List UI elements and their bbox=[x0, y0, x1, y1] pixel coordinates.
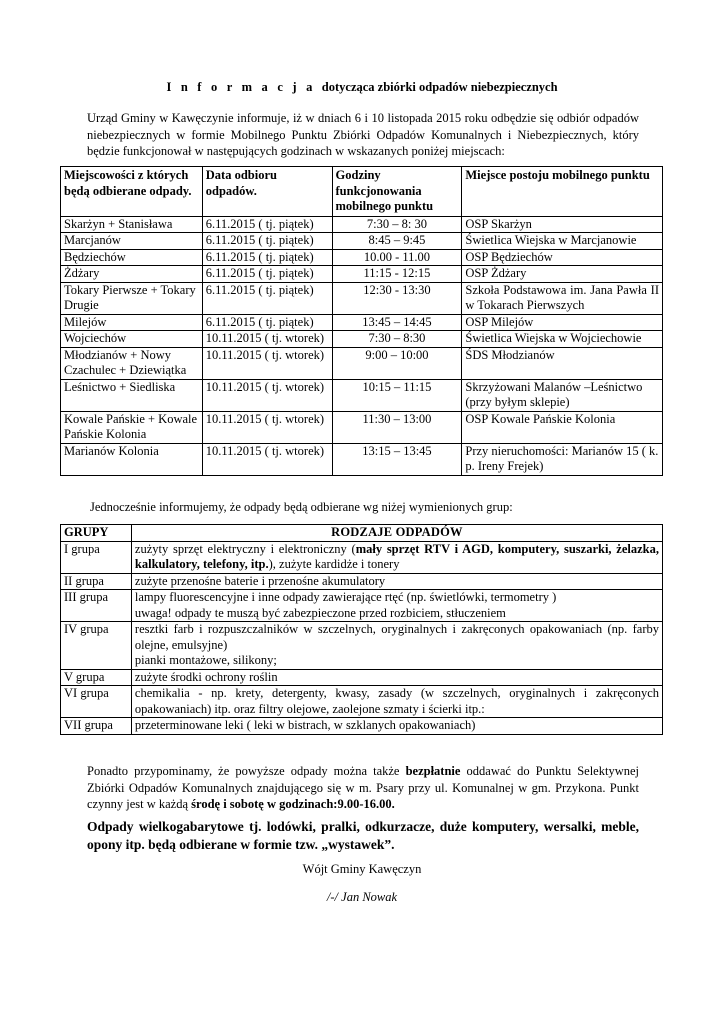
group-name: I grupa bbox=[61, 541, 132, 573]
group-description: zużyte przenośne baterie i przenośne akumulatory bbox=[131, 573, 662, 590]
cell-place: Marcjanów bbox=[61, 233, 203, 250]
cell-place: Wojciechów bbox=[61, 331, 203, 348]
table-row bbox=[61, 541, 663, 573]
table-row bbox=[61, 266, 663, 283]
cell-location: OSP Żdżary bbox=[462, 266, 663, 283]
header-groups: GRUPY bbox=[61, 525, 132, 542]
group-name: III grupa bbox=[61, 590, 132, 622]
groups-intro-note: Jednocześnie informujemy, że odpady będą odbierane wg niżej wymienionych grup: bbox=[90, 500, 513, 514]
table-row bbox=[61, 443, 663, 475]
group-description: zużyty sprzęt elektryczny i elektroniczny (mały sprzęt RTV i AGD, komputery, suszarki, żelazka, kalkulatory, telefony, itp.), zużyte kardidże i tonery bbox=[131, 541, 662, 573]
header-hours: Godziny funkcjonowania mobilnego punktu bbox=[332, 167, 462, 217]
cell-date: 6.11.2015 ( tj. piątek) bbox=[202, 249, 332, 266]
group-name: VII grupa bbox=[61, 718, 132, 735]
table-row bbox=[61, 314, 663, 331]
group-description: lampy fluorescencyjne i inne odpady zawierające rtęć (np. świetlówki, termometry ) uwaga! odpady te muszą być zabezpieczone przed rozbiciem, stłuczeniem bbox=[131, 590, 662, 622]
table-row bbox=[61, 718, 663, 735]
cell-date: 6.11.2015 ( tj. piątek) bbox=[202, 216, 332, 233]
table-row bbox=[61, 686, 663, 718]
schedule-table bbox=[60, 166, 663, 476]
cell-place: Milejów bbox=[61, 314, 203, 331]
cell-hours: 9:00 – 10:00 bbox=[332, 347, 462, 379]
cell-hours: 11:15 - 12:15 bbox=[332, 266, 462, 283]
header-places: Miejscowości z których będą odbierane odpady. bbox=[61, 167, 203, 217]
cell-place: Będziechów bbox=[61, 249, 203, 266]
header-waste-types: RODZAJE ODPADÓW bbox=[131, 525, 662, 542]
cell-location: OSP Milejów bbox=[462, 314, 663, 331]
cell-location: OSP Skarżyn bbox=[462, 216, 663, 233]
cell-place: Tokary Pierwsze + Tokary Drugie bbox=[61, 282, 203, 314]
signature-title: Wójt Gminy Kawęczyn bbox=[302, 862, 422, 876]
cell-location: Przy nieruchomości: Marianów 15 ( k. p. Ireny Frejek) bbox=[462, 443, 663, 475]
cell-place: Marianów Kolonia bbox=[61, 443, 203, 475]
cell-date: 10.11.2015 ( tj. wtorek) bbox=[202, 331, 332, 348]
table-row bbox=[61, 282, 663, 314]
table-row bbox=[61, 379, 663, 411]
cell-location: Skrzyżowani Malanów –Leśnictwo (przy byłym sklepie) bbox=[462, 379, 663, 411]
table-row bbox=[61, 331, 663, 348]
table-row bbox=[61, 590, 663, 622]
cell-location: Szkoła Podstawowa im. Jana Pawła II w Tokarach Pierwszych bbox=[462, 282, 663, 314]
cell-date: 6.11.2015 ( tj. piątek) bbox=[202, 266, 332, 283]
schedule-header-row bbox=[61, 167, 663, 217]
groups-header-row bbox=[61, 525, 663, 542]
group-name: II grupa bbox=[61, 573, 132, 590]
cell-date: 10.11.2015 ( tj. wtorek) bbox=[202, 443, 332, 475]
title-rest: dotycząca zbiórki odpadów niebezpiecznych bbox=[321, 80, 558, 94]
cell-place: Żdżary bbox=[61, 266, 203, 283]
header-location: Miejsce postoju mobilnego punktu bbox=[462, 167, 663, 217]
cell-hours: 13:15 – 13:45 bbox=[332, 443, 462, 475]
cell-hours: 10.00 - 11.00 bbox=[332, 249, 462, 266]
cell-date: 10.11.2015 ( tj. wtorek) bbox=[202, 347, 332, 379]
table-row bbox=[61, 411, 663, 443]
document-title bbox=[0, 80, 724, 95]
bulky-waste-paragraph bbox=[87, 818, 639, 853]
group-description: chemikalia - np. krety, detergenty, kwasy, zasady (w szczelnych, oryginalnych i zakręconych opakowaniach) itp. oraz filtry olejowe, zaolejone szmaty i ścierki itp.: bbox=[131, 686, 662, 718]
cell-location: ŚDS Młodzianów bbox=[462, 347, 663, 379]
reminder-paragraph bbox=[87, 763, 639, 813]
cell-date: 10.11.2015 ( tj. wtorek) bbox=[202, 379, 332, 411]
cell-hours: 7:30 – 8:30 bbox=[332, 331, 462, 348]
cell-place: Leśnictwo + Siedliska bbox=[61, 379, 203, 411]
cell-hours: 8:45 – 9:45 bbox=[332, 233, 462, 250]
cell-date: 6.11.2015 ( tj. piątek) bbox=[202, 282, 332, 314]
cell-hours: 10:15 – 11:15 bbox=[332, 379, 462, 411]
cell-place: Młodzianów + Nowy Czachulec + Dziewiątka bbox=[61, 347, 203, 379]
cell-location: OSP Kowale Pańskie Kolonia bbox=[462, 411, 663, 443]
cell-date: 6.11.2015 ( tj. piątek) bbox=[202, 233, 332, 250]
signature-name: /-/ Jan Nowak bbox=[326, 890, 398, 904]
group-name: VI grupa bbox=[61, 686, 132, 718]
table-row bbox=[61, 233, 663, 250]
table-row bbox=[61, 622, 663, 670]
reminder-text: Ponadto przypominamy, że powyższe odpady można także bezpłatnie oddawać do Punktu Selektywnej Zbiórki Odpadów Komunalnych znajdującego się w m. Psary przy ul. Komunalnej w gm. Przykona. Punkt czynny jest w każdą środę i sobotę w godzinach:9.00-16.00. bbox=[87, 764, 639, 811]
cell-place: Skarżyn + Stanisława bbox=[61, 216, 203, 233]
intro-text: Urząd Gminy w Kawęczynie informuje, iż w dniach 6 i 10 listopada 2015 roku odbędzie się odbiór odpadów niebezpiecznych w formie Mobilnego Punktu Zbiórki Odpadów Komunalnych i Niebezpiecznych, który będzie funkcjonował w następujących godzinach w wskazanych poniżej miejscach: bbox=[87, 111, 639, 158]
table-row bbox=[61, 669, 663, 686]
table-row bbox=[61, 573, 663, 590]
cell-hours: 12:30 - 13:30 bbox=[332, 282, 462, 314]
cell-hours: 7:30 – 8: 30 bbox=[332, 216, 462, 233]
cell-hours: 11:30 – 13:00 bbox=[332, 411, 462, 443]
bulky-waste-text: Odpady wielkogabarytowe tj. lodówki, pralki, odkurzacze, duże komputery, wersalki, meble, opony itp. będą odbierane w formie tzw. „wystawek”. bbox=[87, 819, 639, 852]
cell-location: Świetlica Wiejska w Marcjanowie bbox=[462, 233, 663, 250]
group-name: V grupa bbox=[61, 669, 132, 686]
group-description: zużyte środki ochrony roślin bbox=[131, 669, 662, 686]
waste-groups-table bbox=[60, 524, 663, 735]
table-row bbox=[61, 249, 663, 266]
cell-place: Kowale Pańskie + Kowale Pańskie Kolonia bbox=[61, 411, 203, 443]
group-description: resztki farb i rozpuszczalników w szczelnych, oryginalnych i zakręconych opakowaniach (np. farby olejne, emulsyjne) pianki montażowe, silikony; bbox=[131, 622, 662, 670]
cell-date: 6.11.2015 ( tj. piątek) bbox=[202, 314, 332, 331]
cell-location: Świetlica Wiejska w Wojciechowie bbox=[462, 331, 663, 348]
table-row bbox=[61, 347, 663, 379]
cell-date: 10.11.2015 ( tj. wtorek) bbox=[202, 411, 332, 443]
intro-paragraph bbox=[87, 110, 639, 160]
header-date: Data odbioru odpadów. bbox=[202, 167, 332, 217]
cell-location: OSP Będziechów bbox=[462, 249, 663, 266]
cell-hours: 13:45 – 14:45 bbox=[332, 314, 462, 331]
title-spaced-word: I n f o r m a c j a bbox=[166, 80, 316, 94]
table-row bbox=[61, 216, 663, 233]
group-name: IV grupa bbox=[61, 622, 132, 670]
group-description: przeterminowane leki ( leki w bistrach, w szklanych opakowaniach) bbox=[131, 718, 662, 735]
